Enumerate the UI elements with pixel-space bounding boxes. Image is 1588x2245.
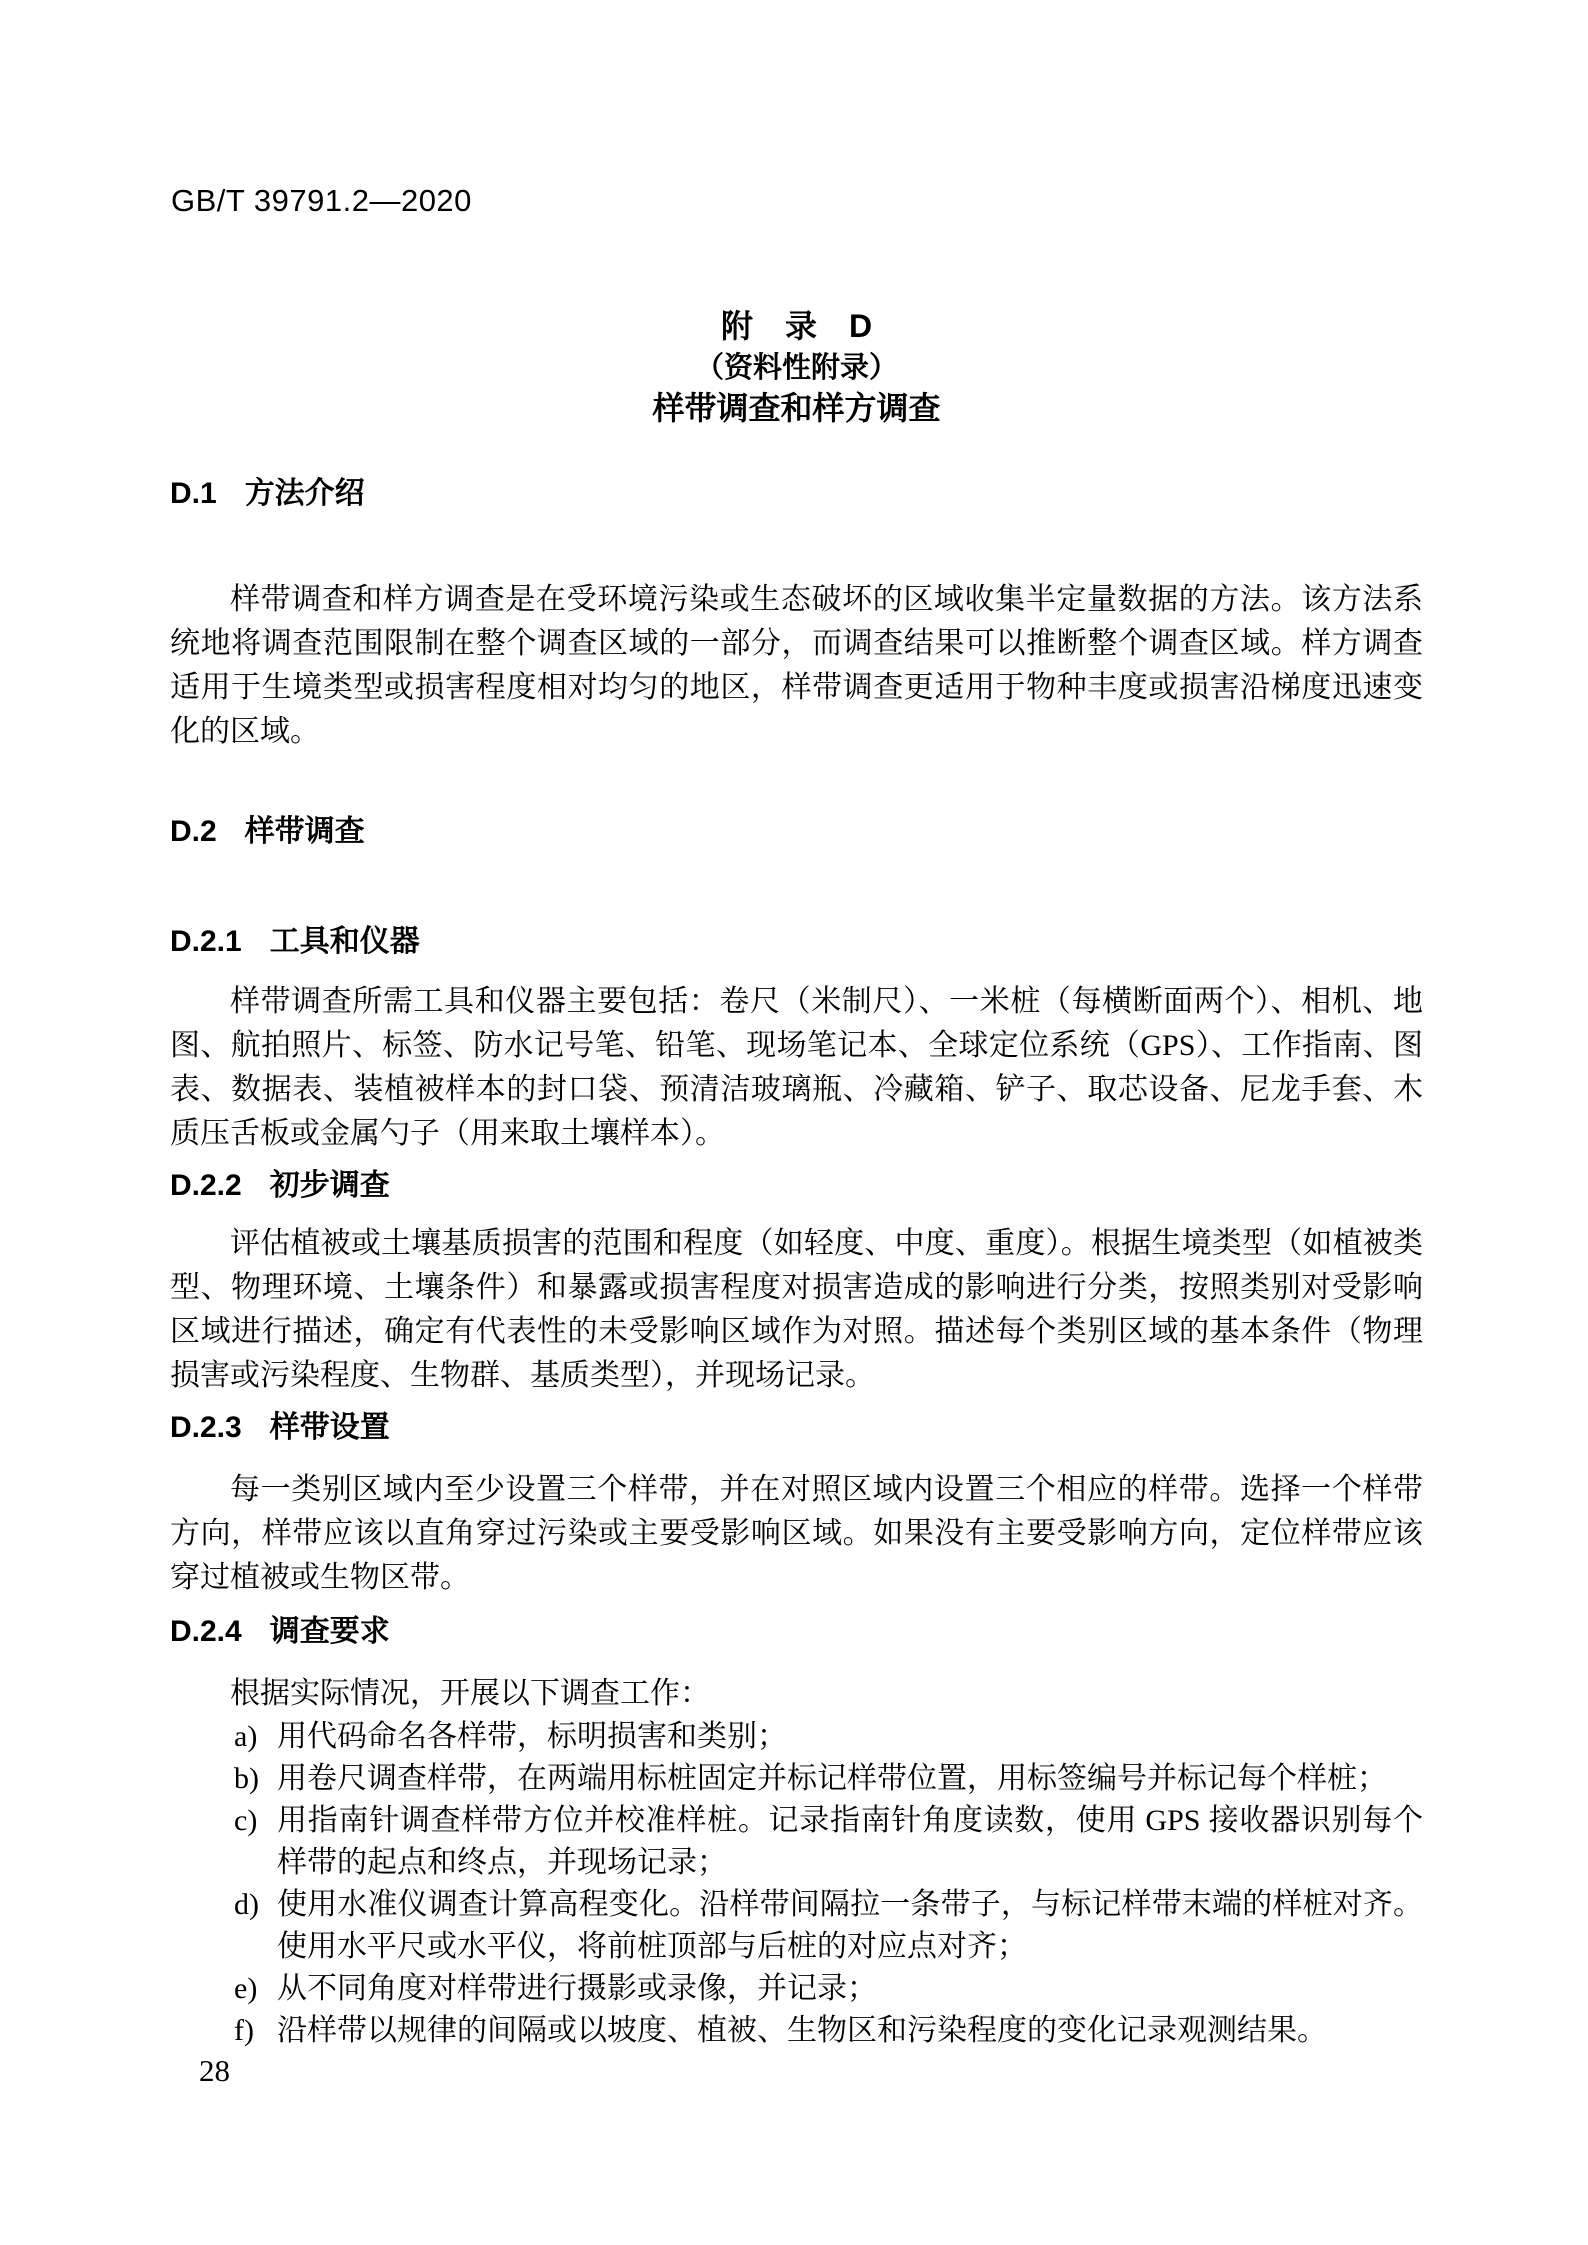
section-title: 样带调查 <box>244 815 365 848</box>
list-item-text: 用指南针调查样带方位并校准样桩。记录指南针角度读数，使用 GPS 接收器识别每个样带的起点和终点，并现场记录； <box>277 1804 1423 1879</box>
list-item-label: f) <box>234 2014 254 2047</box>
list-item-label: a) <box>234 1720 258 1753</box>
list-item <box>234 1758 1423 1800</box>
list-item <box>234 1800 1423 1884</box>
paragraph-d2-3: 每一类别区域内至少设置三个样带，并在对照区域内设置三个相应的样带。选择一个样带方向，样带应该以直角穿过污染或主要受影响区域。如果没有主要受影响方向，定位样带应该穿过植被或生物区带。 <box>170 1473 1423 1594</box>
appendix-type-note: （资料性附录） <box>694 352 898 384</box>
list-item-text: 沿样带以规律的间隔或以坡度、植被、生物区和污染程度的变化记录观测结果。 <box>277 2014 1327 2047</box>
section-title: 方法介绍 <box>244 477 365 510</box>
section-heading-d2-2 <box>170 1166 1423 1206</box>
paragraph-d2-2: 评估植被或土壤基质损害的范围和程度（如轻度、中度、重度）。根据生境类型（如植被类型、物理环境、土壤条件）和暴露或损害程度对损害造成的影响进行分类，按照类别对受影响区域进行描述，确定有代表性的未受影响区域作为对照。描述每个类别区域的基本条件（物理损害或污染程度、生物群、基质类型），并现场记录。 <box>170 1227 1423 1392</box>
list-item-text: 使用水准仪调查计算高程变化。沿样带间隔拉一条带子，与标记样带末端的样桩对齐。使用水平尺或水平仪，将前桩顶部与后桩的对应点对齐； <box>277 1888 1423 1963</box>
list-item-label: c) <box>234 1804 258 1837</box>
appendix-label: 附 录 D <box>720 308 873 344</box>
section-heading-d2-1 <box>170 922 1423 962</box>
section-heading-d2-3 <box>170 1408 1423 1448</box>
list-item-label: e) <box>234 1972 258 2005</box>
list-item <box>234 2010 1423 2052</box>
list-item-label: b) <box>234 1762 259 1795</box>
page-number: 28 <box>199 2053 230 2088</box>
section-number: D.1 <box>170 477 217 510</box>
list-item-text: 从不同角度对样带进行摄影或录像，并记录； <box>277 1972 877 2005</box>
section-title: 工具和仪器 <box>269 925 420 958</box>
list-item-text: 用卷尺调查样带，在两端用标桩固定并标记样带位置，用标签编号并标记每个样桩； <box>277 1762 1387 1795</box>
section-heading-d1 <box>170 474 1423 514</box>
requirement-list <box>234 1716 1423 2052</box>
list-item-text: 用代码命名各样带，标明损害和类别； <box>277 1720 787 1753</box>
paragraph-d1: 样带调查和样方调查是在受环境污染或生态破坏的区域收集半定量数据的方法。该方法系统地将调查范围限制在整个调查区域的一部分，而调查结果可以推断整个调查区域。样方调查适用于生境类型或损害程度相对均匀的地区，样带调查更适用于物种丰度或损害沿梯度迅速变化的区域。 <box>170 583 1423 748</box>
section-heading-d2-4 <box>170 1612 1423 1652</box>
appendix-title: 样带调查和样方调查 <box>652 390 941 426</box>
section-title: 初步调查 <box>269 1169 390 1202</box>
section-number: D.2.1 <box>170 925 242 958</box>
list-item-label: d) <box>234 1888 259 1921</box>
list-item <box>234 1716 1423 1758</box>
standard-number-header: GB/T 39791.2—2020 <box>171 183 472 218</box>
section-number: D.2.3 <box>170 1411 242 1444</box>
paragraph-d2-1: 样带调查所需工具和仪器主要包括：卷尺（米制尺）、一米桩（每横断面两个）、相机、地图、航拍照片、标签、防水记号笔、铅笔、现场笔记本、全球定位系统（GPS）、工作指南、图表、数据表、装植被样本的封口袋、预清洁玻璃瓶、冷藏箱、铲子、取芯设备、尼龙手套、木质压舌板或金属勺子（用来取土壤样本）。 <box>170 985 1423 1150</box>
section-number: D.2.4 <box>170 1615 242 1648</box>
list-item <box>234 1968 1423 2010</box>
list-item <box>234 1884 1423 1968</box>
section-heading-d2 <box>170 812 1423 852</box>
section-number: D.2 <box>170 815 217 848</box>
section-number: D.2.2 <box>170 1169 242 1202</box>
document-content <box>170 0 1423 2052</box>
list-intro-line: 根据实际情况，开展以下调查工作： <box>230 1677 710 1710</box>
section-title: 调查要求 <box>269 1615 390 1648</box>
section-title: 样带设置 <box>269 1411 390 1444</box>
